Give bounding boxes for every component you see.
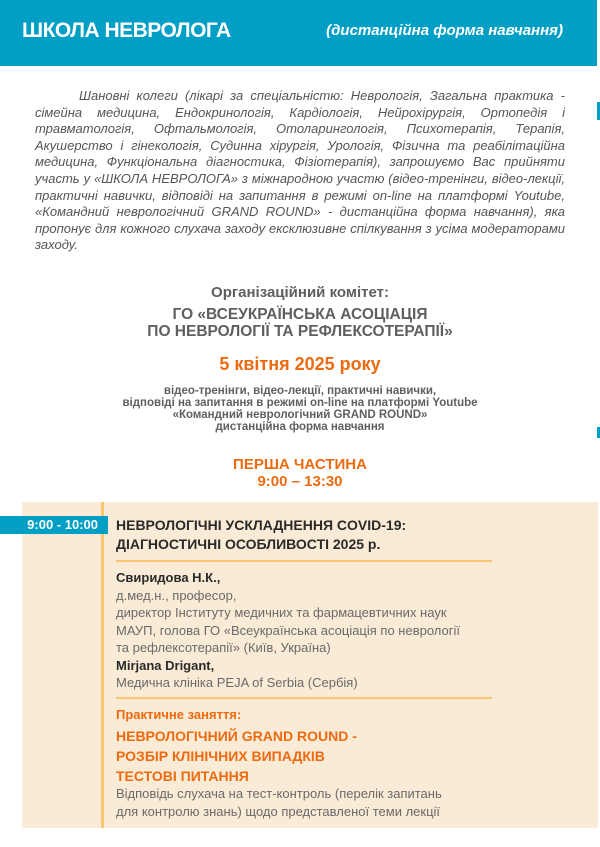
speakers-list — [116, 569, 460, 692]
organizer-label: Організаційний комітет: — [211, 284, 389, 301]
session-divider-vertical — [101, 502, 104, 828]
event-format — [0, 385, 600, 433]
practical-description-line: для контролю знань) щодо представленої теми лекції — [116, 804, 441, 819]
practical-label: Практичне заняття: — [116, 707, 242, 722]
practical-title-line: НЕВРОЛОГІЧНИЙ GRAND ROUND - — [116, 728, 357, 744]
part-time: 9:00 – 13:30 — [257, 473, 343, 490]
page-title: ШКОЛА НЕВРОЛОГА — [22, 19, 231, 42]
format-line: дистанційна форма навчання — [215, 421, 385, 433]
part-heading — [0, 456, 600, 490]
format-line: «Командний неврологічний GRAND ROUND» — [172, 409, 428, 421]
divider — [116, 697, 492, 699]
practical-title-line: ТЕСТОВІ ПИТАННЯ — [116, 768, 249, 784]
practical-title-line: РОЗБІР КЛІНІЧНИХ ВИПАДКІВ — [116, 748, 325, 764]
part-title: ПЕРША ЧАСТИНА — [233, 456, 367, 473]
session-title-line: НЕВРОЛОГІЧНІ УСКЛАДНЕННЯ COVID-19: — [116, 517, 407, 533]
divider — [116, 560, 492, 562]
speaker-name: Свиридова Н.К., — [116, 570, 221, 585]
speaker-detail: Медична клініка PEJA of Serbia (Сербія) — [116, 675, 358, 690]
practical-description-line: Відповідь слухача на тест-контроль (перелік запитань — [116, 786, 442, 801]
header-banner — [0, 0, 597, 66]
speaker-detail: МАУП, голова ГО «Всеукраїнська асоціація по неврології — [116, 622, 460, 638]
format-line: відео-тренінги, відео-лекції, практичні навички, — [163, 385, 437, 397]
speaker-detail: та рефлексотерапії» (Київ, Україна) — [116, 640, 331, 655]
speaker-name: Mirjana Drigant, — [116, 657, 215, 673]
format-line: відповіді на запитання в режимі on-line на платформі Youtube — [122, 397, 478, 409]
organizer-line: ГО «ВСЕУКРАЇНСЬКА АСОЦІАЦІЯ — [172, 306, 428, 323]
organizer-name — [0, 306, 600, 340]
speaker-detail: директор Інституту медичних та фармацевтичних наук — [116, 605, 447, 620]
session-title-line: ДІАГНОСТИЧНІ ОСОБЛИВОСТІ 2025 р. — [116, 536, 381, 552]
practical-title — [116, 726, 357, 786]
organizer-line: ПО НЕВРОЛОГІЇ ТА РЕФЛЕКСОТЕРАПІЇ» — [147, 323, 453, 340]
page-subtitle: (дистанційна форма навчання) — [326, 22, 563, 39]
speaker-detail: д.мед.н., професор, — [116, 587, 237, 603]
intro-paragraph: Шановні колеги (лікарі за спеціальністю: Неврологія, Загальна практика - сімейна медицина, Ендокринологія, Кардіологія, Нейрохірургія, Ортопедія і травматологія, Офтальмологія, Отоларингологія, Психотерапія, Терапія, Акушерство і гінекологія, Судинна хірургія, Урологія, Фізична та реабілітаційна медицина, Функціональна діагностика, Фізіотерапія), запрошуємо Вас прийняти участь у «ШКОЛА НЕВРОЛОГА» з міжнародною участю (відео-тренінги, відео-лекції, практичні навички, відповіді на запитання в режимі on-line на платформі Youtube, «Командний неврологічний GRAND ROUND» - дистанційна форма навчання), яка пропонує для кожного слухача заходу ексклюзивне спілкування з усіма модераторами заходу. — [35, 88, 565, 253]
event-date: 5 квітня 2025 року — [219, 354, 381, 374]
session-title — [116, 516, 406, 554]
session-time-badge: 9:00 - 10:00 — [0, 516, 108, 534]
practical-description — [116, 785, 442, 821]
